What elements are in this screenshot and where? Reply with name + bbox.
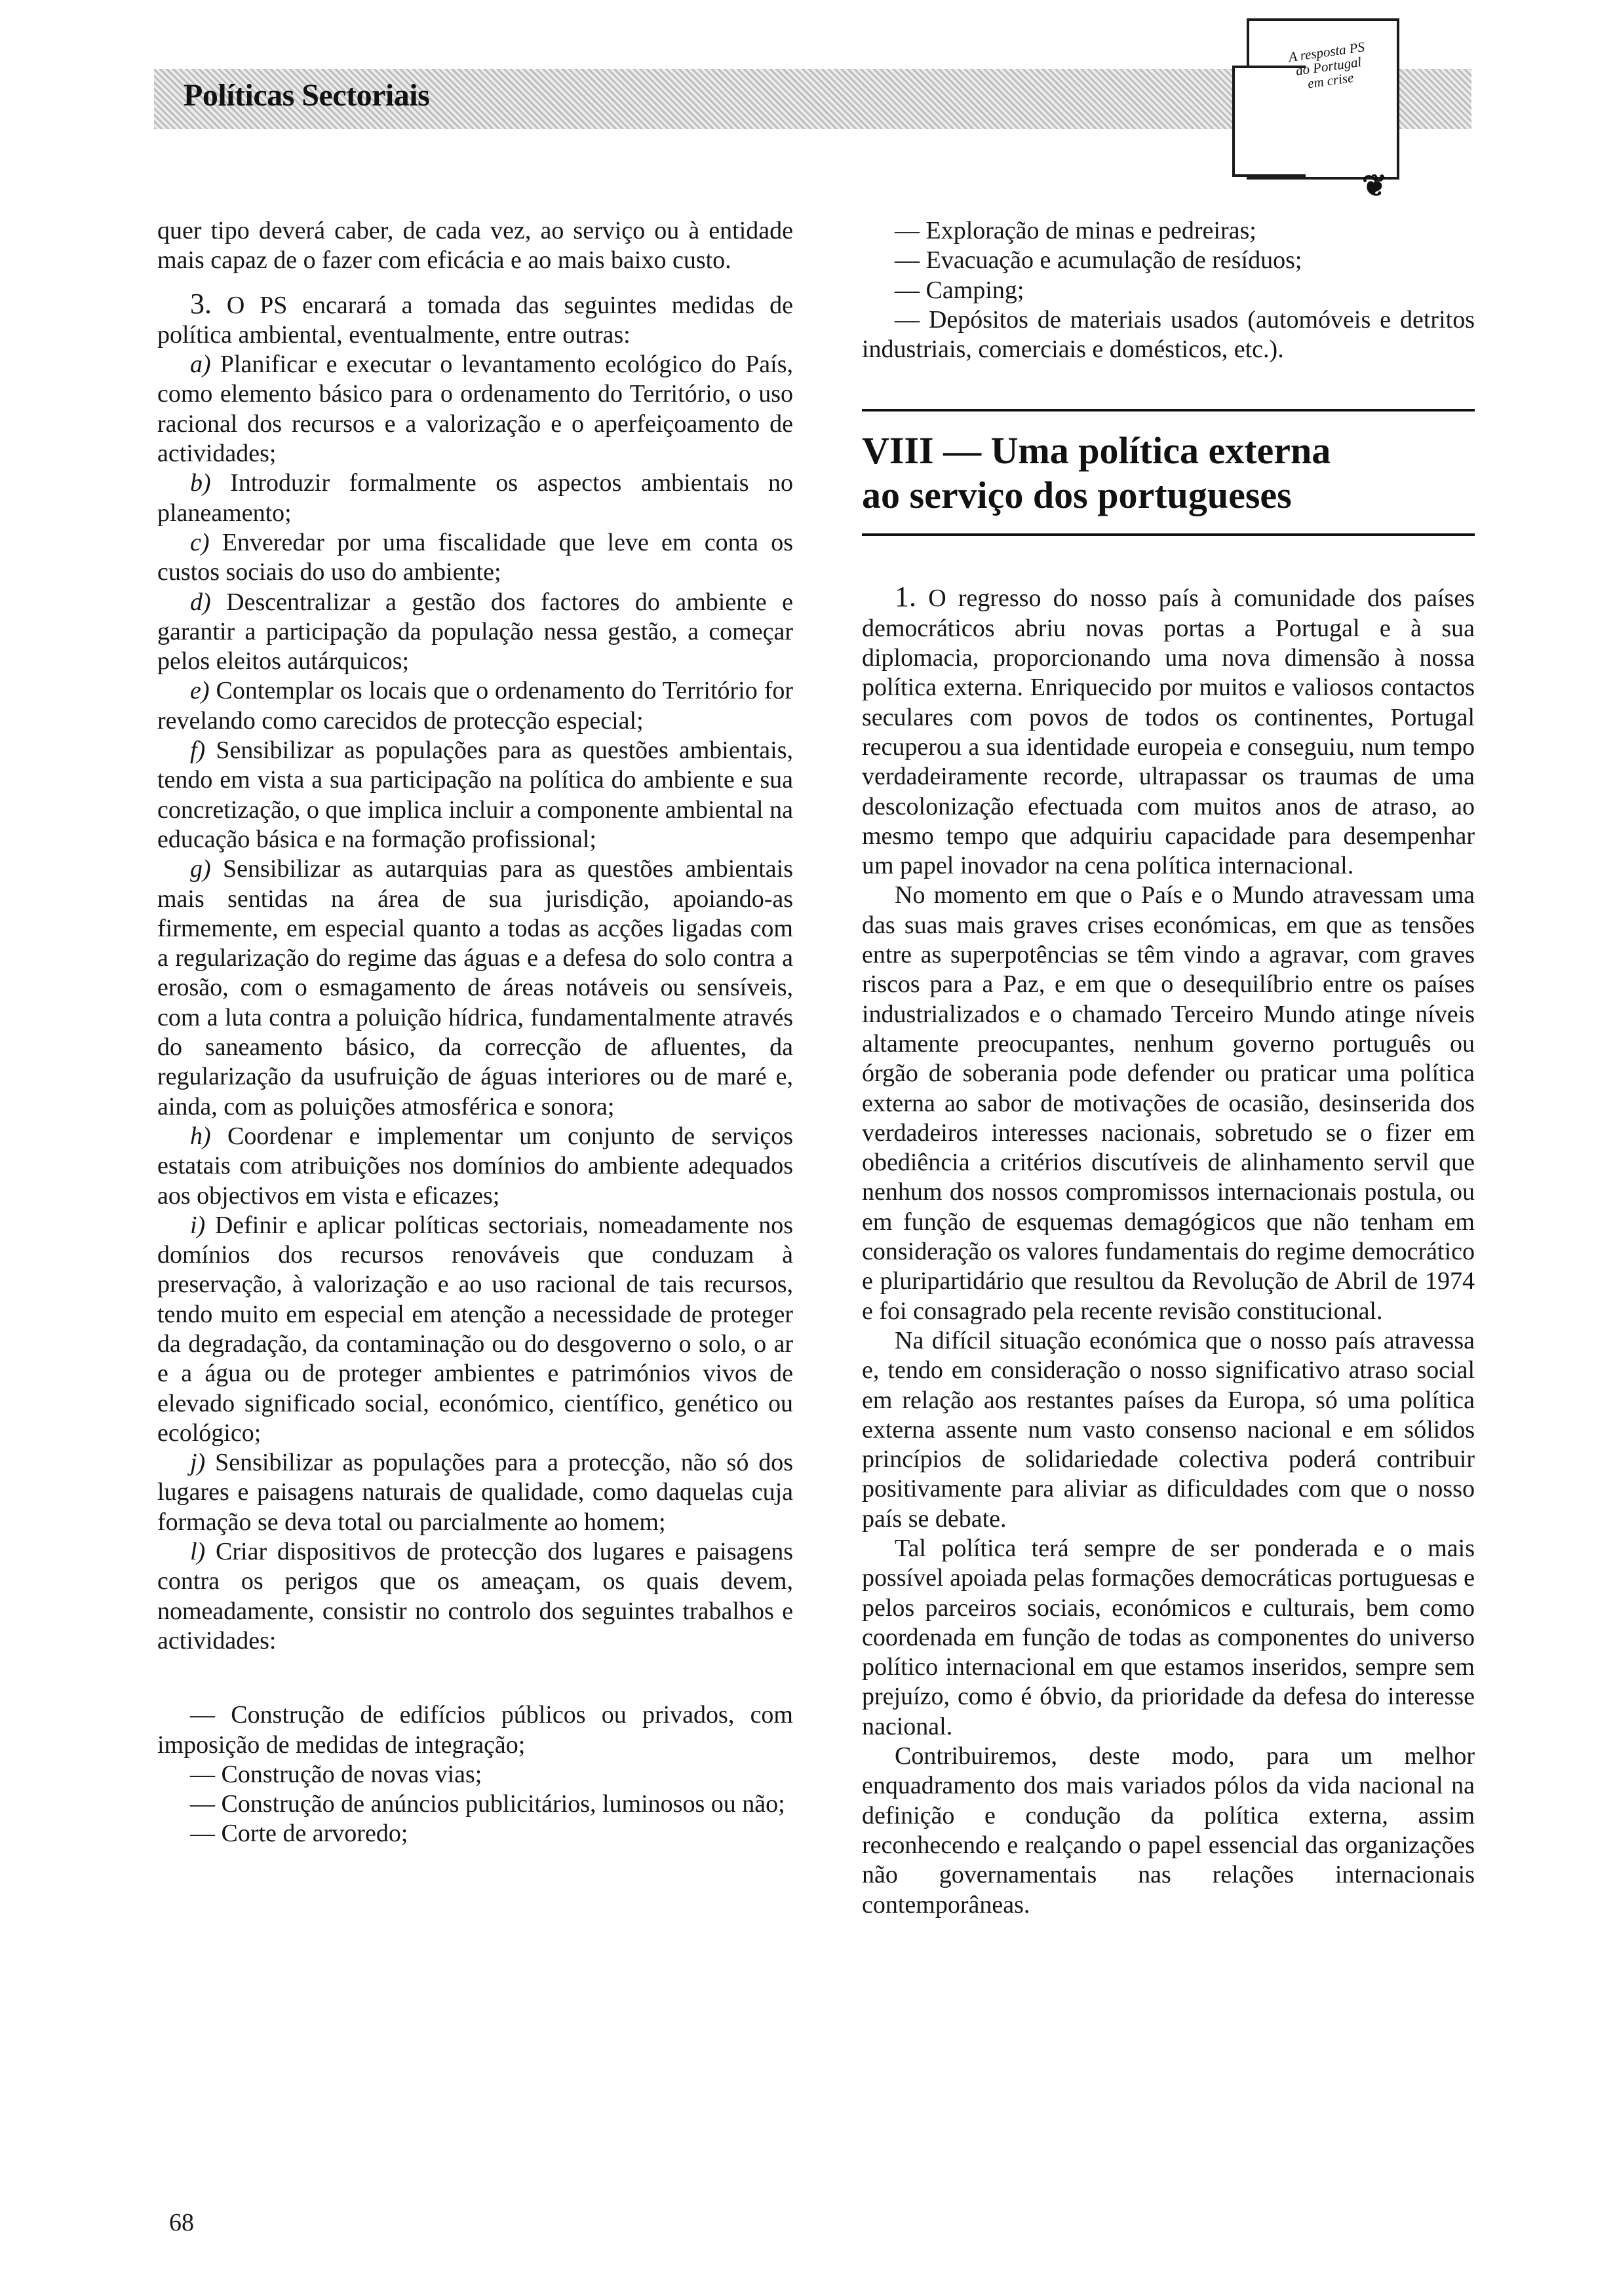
measure-item — [157, 350, 793, 469]
section-heading-line-2: ao serviço dos portugueses — [862, 474, 1292, 517]
measure-item-text: Enveredar por uma fiscalidade que leve em conta os custos sociais do uso do ambiente; — [157, 528, 794, 586]
measure-item-label: d) — [190, 588, 211, 616]
dash-list-item: — Corte de arvoredo; — [190, 1820, 408, 1848]
section-rule-top — [862, 409, 1475, 411]
measure-item-text: Contemplar os locais que o ordenamento do Território for revelando como carecidos de protecção especial; — [157, 677, 793, 735]
body-paragraph: Na difícil situação económica que o nosso país atravessa e, tendo em consideração o nosso significativo atraso social em relação aos restantes países da Europa, só uma política externa assente num vasto consenso nacional e em sólidos princípios de solidariedade colectiva poderá contribuir positivamente para aliviar as dificuldades com que o nosso país se debate. — [862, 1326, 1475, 1533]
section-header-title: Políticas Sectoriais — [184, 78, 430, 113]
measure-item — [157, 854, 793, 1122]
measure-item-text: Introduzir formalmente os aspectos ambientais no planeamento; — [157, 469, 793, 527]
measure-item-label: a) — [190, 351, 211, 379]
measure-item-label: i) — [190, 1211, 206, 1239]
measure-item-text: Planificar e executar o levantamento ecológico do País, como elemento básico para o ordenamento do Território, o uso racional dos recursos e a valorização e o aperfeiçoamento de actividades; — [157, 351, 794, 468]
section-heading — [862, 429, 1475, 518]
publication-logo — [1232, 18, 1396, 202]
dash-list-item: — Construção de anúncios publicitários, luminosos ou não; — [190, 1790, 785, 1818]
measure-item — [157, 676, 793, 736]
measure-item-text: Sensibilizar as populações para as questões ambientais, tendo em vista a sua participação na política do ambiente e sua concretização, o que implica incluir a componente ambiental na educação básica e na formação profissional; — [157, 737, 793, 853]
logo-text: A resposta PS ao Portugal em crise — [1287, 39, 1366, 92]
fist-rose-icon: ❦ — [1362, 169, 1388, 202]
right-column — [862, 216, 1475, 1920]
point-text: O regresso do nosso país à comunidade dos países democráticos abriu novas portas a Portugal e à sua diplomacia, proporcionando uma nova dimensão à nossa política externa. Enriquecido por muitos e valiosos contactos seculares com povos de todos os continentes, Portugal recuperou a sua identidade europeia e conseguiu, num tempo verdadeiramente recorde, ultrapassar os traumas de uma descolonização efectuada com muitos anos de atraso, ao mesmo tempo que adquiriu capacidade para desempenhar um papel inovador na cena política internacional. — [862, 584, 1475, 880]
measure-item-label: j) — [190, 1449, 206, 1477]
body-paragraph: Contribuiremos, deste modo, para um melhor enquadramento dos mais variados pólos da vida nacional na definição e condução da política externa, assim reconhecendo e realçando o papel essencial das organizações não governamentais nas relações internacionais contemporâneas. — [862, 1742, 1475, 1919]
measure-item — [157, 736, 793, 854]
measure-item-text: Sensibilizar as populações para a protecção, não só dos lugares e paisagens naturais de qualidade, como daquelas cuja formação se deva total ou parcialmente ao homem; — [157, 1449, 793, 1536]
measure-item-text: Coordenar e implementar um conjunto de serviços estatais com atribuições nos domínios do ambiente adequados aos objectivos em vista e eficazes; — [157, 1122, 793, 1210]
dash-list-item: — Construção de novas vias; — [190, 1760, 482, 1788]
measure-item — [157, 1122, 793, 1211]
page-number: 68 — [169, 2209, 194, 2236]
dash-list-item: — Evacuação e acumulação de resíduos; — [895, 246, 1302, 275]
measure-item-label: g) — [190, 855, 211, 883]
body-paragraph: Tal política terá sempre de ser ponderada e o mais possível apoiada pelas formações democráticas portuguesas e pelos parceiros sociais, económicos e culturais, bem como coordenada em função de todas as componentes do universo político internacional em que estamos inseridos, sempre sem prejuízo, como é óbvio, da prioridade da defesa do interesse nacional. — [862, 1534, 1475, 1740]
dash-list-item: — Depósitos de materiais usados (automóveis e detritos industriais, comerciais e domésticos, etc.). — [862, 305, 1475, 364]
dash-list-item: — Exploração de minas e pedreiras; — [895, 217, 1256, 244]
measure-item — [157, 528, 793, 588]
section-heading-line-1: VIII — Uma política externa — [862, 429, 1331, 472]
measure-item — [157, 588, 793, 677]
point-text: O PS encarará a tomada das seguintes medidas de política ambiental, eventualmente, entre outras: — [157, 291, 793, 349]
left-column — [157, 216, 793, 1849]
dash-list-item: — Camping; — [895, 276, 1024, 304]
body-paragraph: No momento em que o País e o Mundo atravessam uma das suas mais graves crises económicas, em que as tensões entre as superpotências se têm vindo a agravar, com graves riscos para a Paz, e em que o desequilíbrio entre os países industrializados e o chamado Terceiro Mundo atinge níveis altamente preocupantes, nenhum governo português ou órgão de soberania pode defender ou praticar uma política externa ao sabor de motivações de ocasião, desinserida dos verdadeiros interesses nacionais, sobretudo se o fizer em obediência a critérios discutíveis de alinhamento servil que nenhum dos nossos compromissos internacionais postula, ou em função de esquemas demagógicos que não tenham em consideração os valores fundamentais do regime democrático e pluripartidário que resultou da Revolução de Abril de 1974 e foi consagrado pela recente revisão constitucional. — [862, 881, 1475, 1325]
measure-item-label: l) — [190, 1538, 206, 1566]
measure-item-label: f) — [190, 737, 206, 765]
measure-item-text: Criar dispositivos de protecção dos lugares e paisagens contra os perigos que os ameaçam, os quais devem, nomeadamente, consistir no controlo dos seguintes trabalhos e actividades: — [157, 1538, 793, 1655]
intro-continuation: quer tipo deverá caber, de cada vez, ao serviço ou à entidade mais capaz de o fazer com eficácia e ao mais baixo custo. — [157, 217, 793, 275]
measure-item-label: b) — [190, 469, 211, 497]
measure-item — [157, 1448, 793, 1537]
point-1-paragraph — [862, 582, 1475, 881]
point-number: 1. — [895, 581, 916, 613]
measure-item — [157, 1211, 793, 1448]
point-number: 3. — [190, 287, 212, 320]
measure-item-text: Sensibilizar as autarquias para as questões ambientais mais sentidas na área de sua jurisdição, apoiando-as firmemente, em especial quanto a todas as acções ligadas com a regularização do regime das águas e a defesa do solo contra a erosão, com o esmagamento de áreas notáveis ou sensíveis, com a luta contra a poluição hídrica, fundamentalmente através do saneamento básico, da correcção de afluentes, da regularização da usufruição de águas interiores ou de maré e, ainda, com as poluições atmosférica e sonora; — [157, 855, 793, 1120]
measure-item — [157, 469, 793, 528]
measure-item — [157, 1537, 793, 1656]
measure-item-label: h) — [190, 1122, 211, 1150]
measure-item-text: Definir e aplicar políticas sectoriais, nomeadamente nos domínios dos recursos renováveis que conduzam à preservação, à valorização e ao uso racional de tais recursos, tendo muito em especial em atenção a necessidade de proteger da degradação, da contaminação ou do desgoverno o solo, o ar e a água ou de proteger ambientes e patrimónios vivos de elevado significado social, económico, científico, genético ou ecológico; — [157, 1211, 793, 1447]
measure-item-label: c) — [190, 528, 210, 556]
point-3-paragraph — [157, 289, 793, 351]
dash-list-item: — Construção de edifícios públicos ou privados, com imposição de medidas de integração; — [157, 1701, 793, 1759]
measure-item-label: e) — [190, 677, 210, 705]
measure-item-text: Descentralizar a gestão dos factores do ambiente e garantir a participação da população nessa gestão, a começar pelos eleitos autárquicos; — [157, 588, 793, 676]
